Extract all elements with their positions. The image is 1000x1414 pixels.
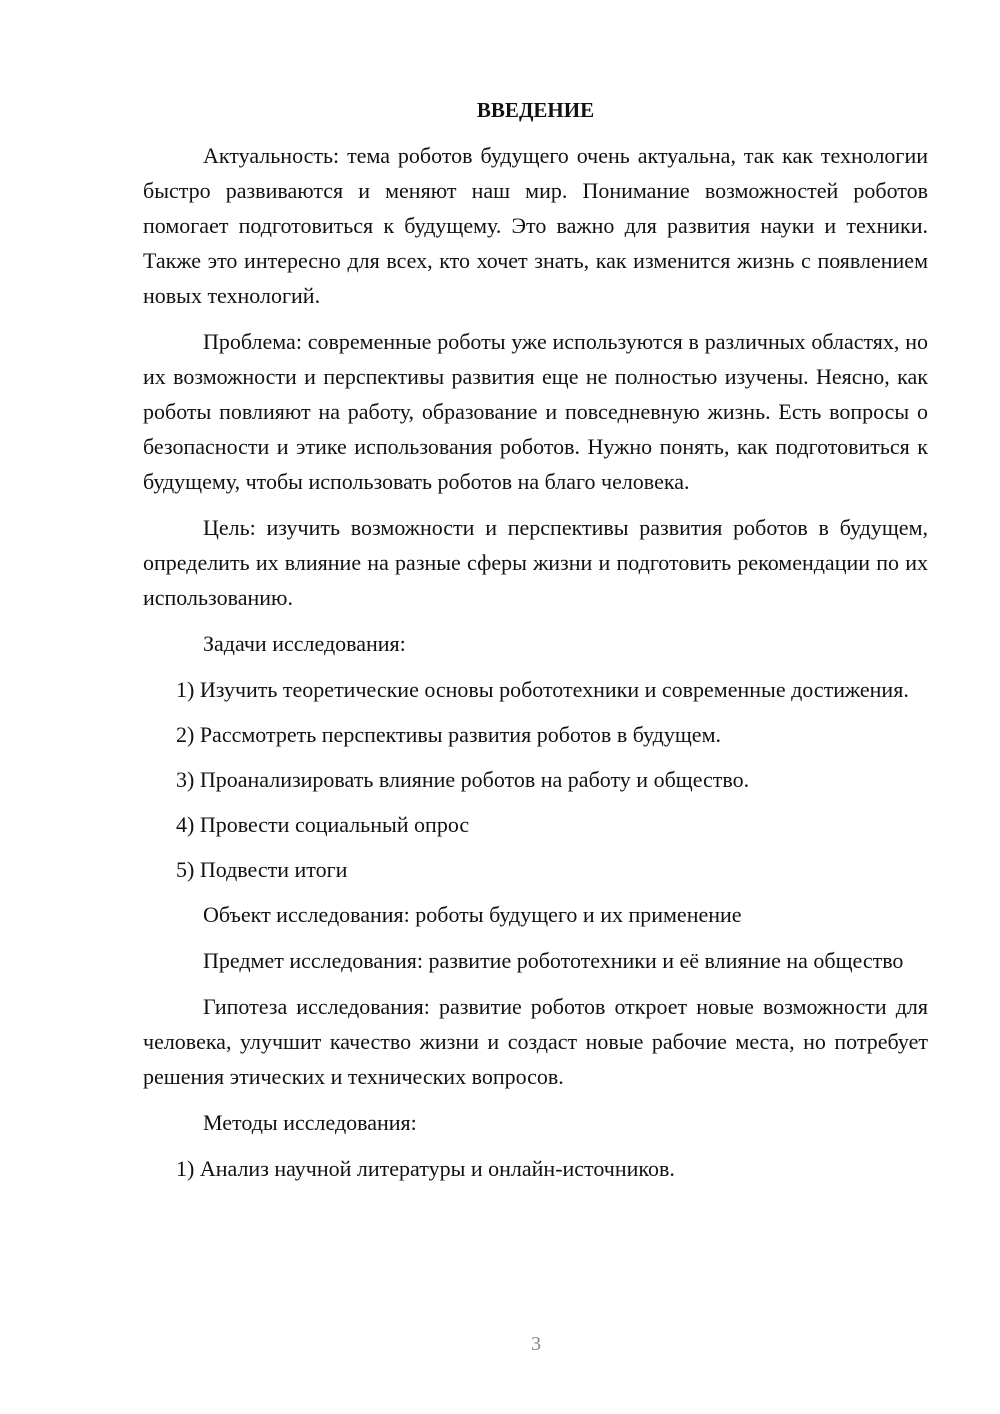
methods-heading: Методы исследования: [203,1110,417,1135]
tasks-heading: Задачи исследования: [203,631,406,656]
problem-paragraph: Проблема: современные роботы уже используются в различных областях, но их возможности и перспективы развития еще не полностью изучены. Неясно, как роботы повлияют на работу, образование и повседневную жизнь. Есть вопросы о безопасности и этике использования роботов. Нужно понять, как подготовиться к будущему, чтобы использовать роботов на благо человека. [143,329,928,494]
research-object: Объект исследования: роботы будущего и их применение [203,902,742,927]
relevance-paragraph: Актуальность: тема роботов будущего очень актуальна, так как технологии быстро развиваются и меняют наш мир. Понимание возможностей роботов помогает подготовиться к будущему. Это важно для развития науки и техники. Также это интересно для всех, кто хочет знать, как изменится жизнь с появлением новых технологий. [143,143,928,308]
document-title: ВВЕДЕНИЕ [476,98,595,122]
page-number: 3 [531,1333,541,1355]
research-subject: Предмет исследования: развитие робототехники и её влияние на общество [203,948,904,973]
task-item-2: 2) Рассмотреть перспективы развития роботов в будущем. [176,722,721,747]
task-item-4: 4) Провести социальный опрос [176,812,470,837]
method-item-1: 1) Анализ научной литературы и онлайн-источников. [176,1156,675,1181]
research-hypothesis: Гипотеза исследования: развитие роботов откроет новые возможности для человека, улучшит качество жизни и создаст новые рабочие места, но потребует решения этических и технических вопросов. [143,994,928,1089]
document-page [143,94,928,1196]
goal-paragraph: Цель: изучить возможности и перспективы развития роботов в будущем, определить их влияние на разные сферы жизни и подготовить рекомендации по их использованию. [143,515,928,610]
task-item-1: 1) Изучить теоретические основы робототехники и современные достижения. [176,677,909,702]
task-item-3: 3) Проанализировать влияние роботов на работу и общество. [176,767,750,792]
task-item-5: 5) Подвести итоги [176,857,348,882]
